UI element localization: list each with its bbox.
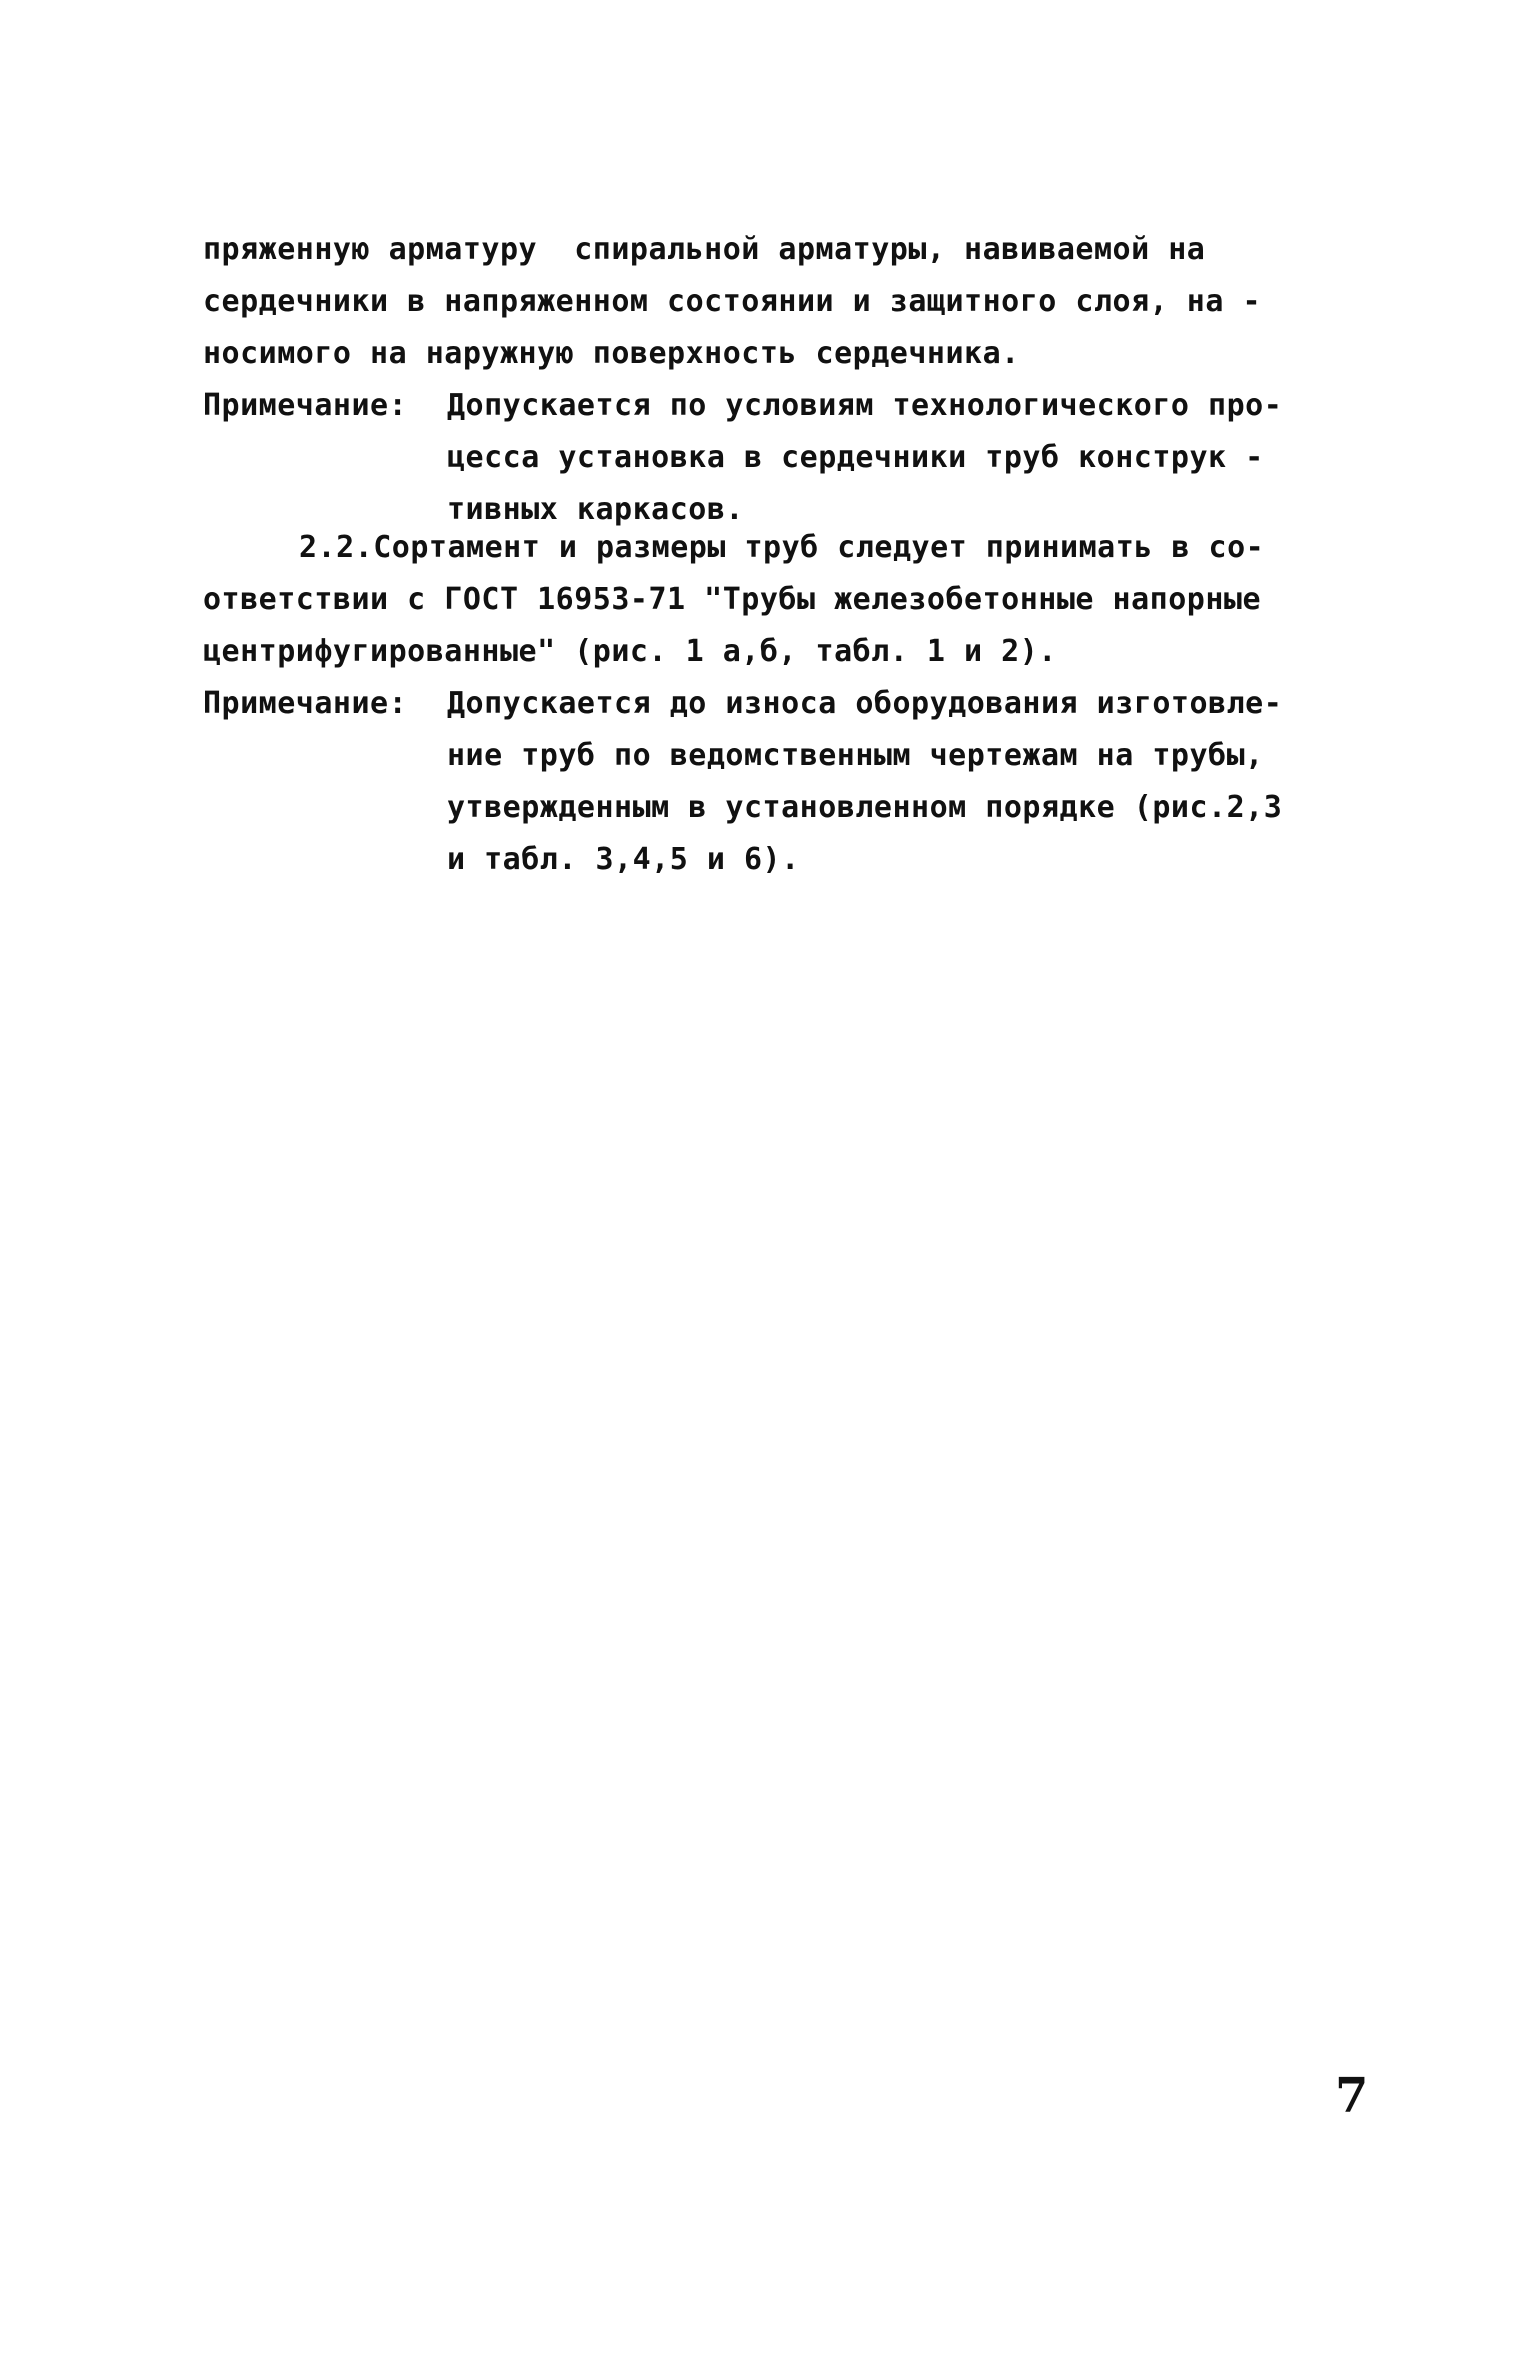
- page-number: 7: [1335, 2068, 1369, 2124]
- note-text-line: утвержденным в установленном порядке (рис.2,3: [447, 790, 1283, 825]
- note-text-line: Допускается до износа оборудования изготовле-: [447, 686, 1283, 721]
- note-text-line: и табл. 3,4,5 и 6).: [447, 842, 800, 877]
- note-label: Примечание:: [203, 686, 408, 721]
- note-text-line: цесса установка в сердечники труб конструк -: [447, 440, 1264, 475]
- text-line: сердечники в напряженном состоянии и защитного слоя, на -: [203, 284, 1262, 319]
- note-text-line: ние труб по ведомственным чертежам на трубы,: [447, 738, 1264, 773]
- section-text-line: центрифугированные" (рис. 1 а,б, табл. 1 и 2).: [203, 634, 1057, 669]
- note-label: Примечание:: [203, 388, 408, 423]
- text-line: носимого на наружную поверхность сердечника.: [203, 336, 1020, 371]
- note-text-line: Допускается по условиям технологического про-: [447, 388, 1283, 423]
- text-line: пряженную арматуру спиральной арматуры, навиваемой на: [203, 232, 1206, 267]
- note-text-line: тивных каркасов.: [447, 492, 744, 527]
- section-text-line: 2.2.Сортамент и размеры труб следует принимать в со-: [299, 530, 1265, 565]
- section-text-line: ответствии с ГОСТ 16953-71 "Трубы железобетонные напорные: [203, 582, 1262, 617]
